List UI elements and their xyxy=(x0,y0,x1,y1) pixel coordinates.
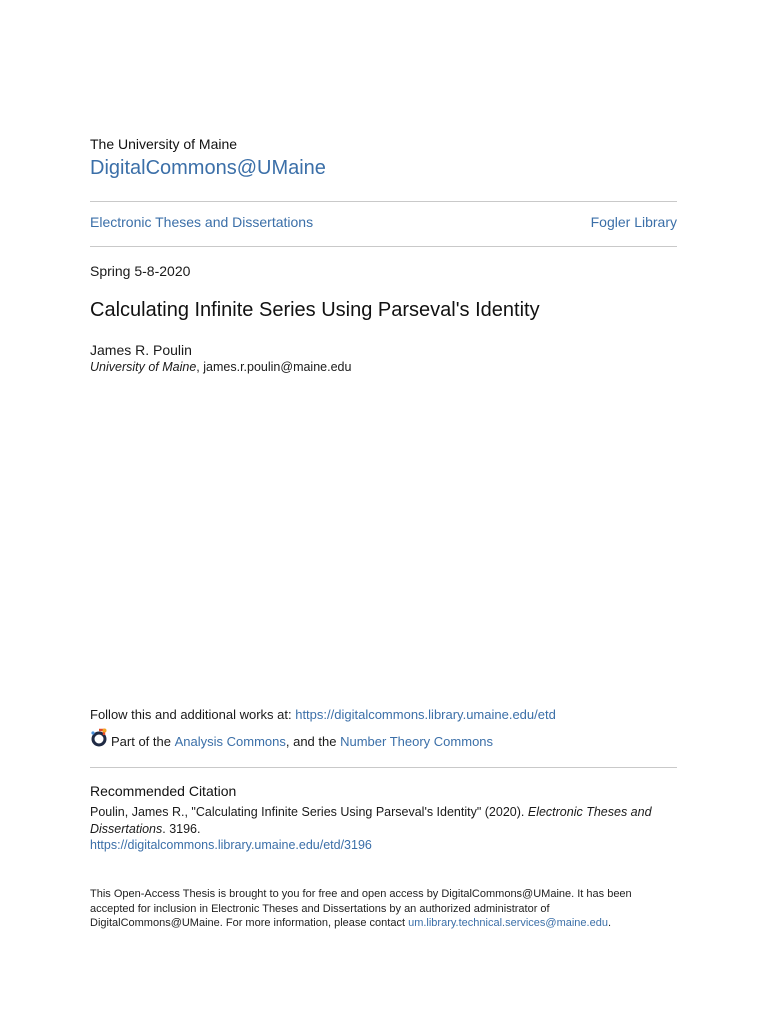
open-access-statement xyxy=(90,887,677,931)
open-access-network-icon xyxy=(90,728,108,748)
citation-text xyxy=(90,804,677,838)
citation-number: . 3196. xyxy=(162,822,201,836)
repository-link[interactable]: DigitalCommons@UMaine xyxy=(90,157,326,179)
partof-prefix: Part of the xyxy=(111,733,171,749)
author-email: james.r.poulin@maine.edu xyxy=(203,360,352,374)
collection-link[interactable]: Electronic Theses and Dissertations xyxy=(90,214,314,230)
library-link[interactable]: Fogler Library xyxy=(590,214,677,230)
footer-end: . xyxy=(607,917,612,929)
citation-series: Electronic Theses and Dissertations xyxy=(90,805,652,836)
footer-text: This Open-Access Thesis is brought to you for free and open access by DigitalCommons@UMaine. It has been accepted for inclusion in Electronic Theses and Dissertations by an authorized administrator of DigitalCommons@UMaine. For more information, please contact xyxy=(90,888,632,929)
divider-citation xyxy=(90,767,677,768)
follow-prefix: Follow this and additional works at: xyxy=(90,707,296,722)
collection-nav xyxy=(90,214,677,230)
divider-nav xyxy=(90,246,677,247)
follow-url-link[interactable]: https://digitalcommons.library.umaine.edu/etd xyxy=(295,707,556,722)
partof-middle: , and the xyxy=(285,733,337,749)
citation-heading: Recommended Citation xyxy=(90,783,237,799)
part-of-line xyxy=(90,731,677,751)
affiliation-name: University of Maine xyxy=(90,360,197,374)
divider-top xyxy=(90,201,677,202)
follow-line xyxy=(90,707,677,722)
paper-title: Calculating Infinite Series Using Parseval's Identity xyxy=(90,299,540,321)
citation-url-link[interactable]: https://digitalcommons.library.umaine.edu/etd/3196 xyxy=(90,838,372,852)
cover-page xyxy=(90,0,677,1024)
author-affiliation xyxy=(90,360,677,374)
publication-date: Spring 5-8-2020 xyxy=(90,263,191,279)
affiliation-separator: , xyxy=(196,360,204,374)
analysis-commons-link[interactable]: Analysis Commons xyxy=(174,733,286,749)
number-theory-commons-link[interactable]: Number Theory Commons xyxy=(340,733,494,749)
citation-main: Poulin, James R., "Calculating Infinite Series Using Parseval's Identity" (2020). xyxy=(90,805,528,819)
institution-name: The University of Maine xyxy=(90,136,238,152)
contact-email-link[interactable]: um.library.technical.services@maine.edu xyxy=(408,917,608,929)
author-name: James R. Poulin xyxy=(90,342,192,358)
